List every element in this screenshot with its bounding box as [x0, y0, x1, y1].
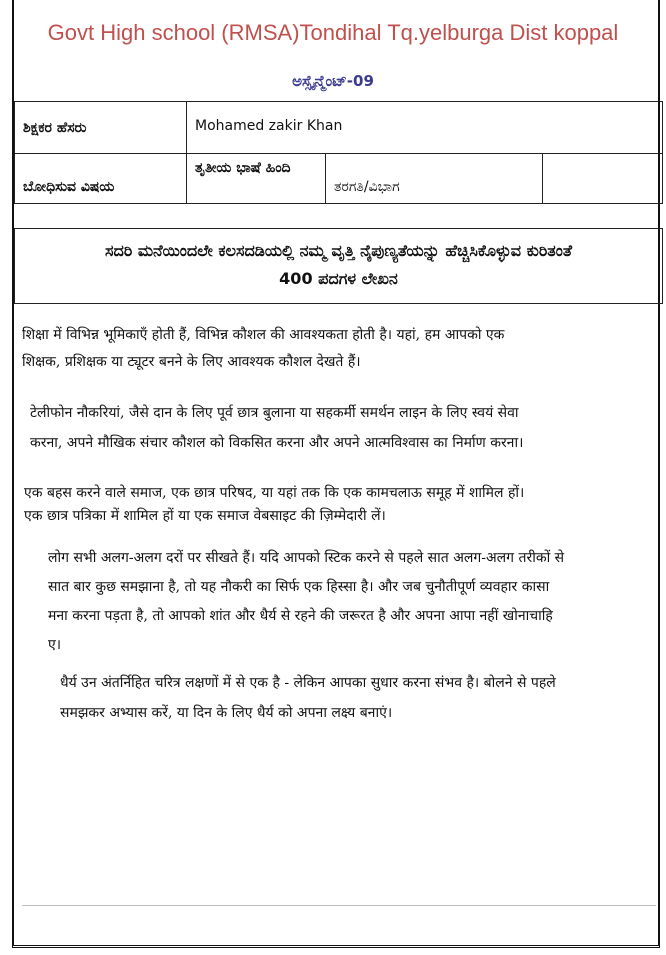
paragraph-line: टेलीफोन नौकरियां, जैसे दान के लिए पूर्व छात्र बुलाना या सहकर्मी समर्थन लाइन के लिए स्वयं सेवा	[30, 405, 519, 421]
paragraph-line: मना करना पड़ता है, तो आपको शांत और धैर्य से रहने की जरूरत है और अपना आपा नहीं खोनाचाहि	[48, 608, 553, 624]
paragraph-line: शिक्षक, प्रशिक्षक या ट्यूटर बनने के लिए आवश्यक कौशल देखते हैं।	[22, 354, 361, 370]
paragraph-line: करना, अपने मौखिक संचार कौशल को विकसित करना और अपने आत्मविश्वास का निर्माण करना।	[30, 435, 524, 451]
paragraph-line: लोग सभी अलग-अलग दरों पर सीखते हैं। यदि आपको स्टिक करने से पहले सात अलग-अलग तरीकों से	[48, 550, 565, 566]
paragraph-5	[60, 668, 664, 728]
teacher-info-table	[14, 101, 663, 204]
paragraph-line: ए।	[48, 637, 62, 653]
topic-line-2: 400 ಪದಗಳ ಲೇಖನ	[279, 269, 398, 288]
subject-value: ತೃತೀಯ ಭಾಷೆ ಹಿಂದಿ	[187, 154, 326, 204]
paragraph-line: समझकर अभ्यास करें, या दिन के लिए धैर्य को अपना लक्ष्य बनाएं।	[60, 705, 393, 721]
paragraph-line: धैर्य उन अंतर्निहित चरित्र लक्षणों में से एक है - लेकिन आपका सुधार करना संभव है। बोलने से पहले	[60, 675, 556, 691]
paragraph-2	[30, 398, 523, 458]
subject-label: ಬೋಧಿಸುವ ವಿಷಯ	[15, 154, 187, 204]
paragraph-line: एक बहस करने वाले समाज, एक छात्र परिषद, या यहां तक कि एक कामचलाऊ समूह में शामिल हों।	[24, 485, 525, 501]
essay-topic	[14, 228, 663, 304]
school-title: Govt High school (RMSA)Tondihal Tq.yelburga Dist koppal	[47, 20, 619, 45]
assignment-number: ಅಸ್ಸೈನ್ಮೆಂಟ್-09	[292, 72, 374, 90]
paragraph-line: एक छात्र पत्रिका में शामिल हों या एक समाज वेबसाइट की ज़िम्मेदारी लें।	[24, 508, 386, 524]
class-value	[543, 154, 663, 204]
topic-line-1: ಸದರಿ ಮನೆಯಿಂದಲೇ ಕಲಸದಡಿಯಲ್ಲಿ ನಮ್ಮ ವೃತ್ತಿ ನೈಪುಣ್ಯತೆಯನ್ನು ಹೆಚ್ಚಿಸಿಕೊಳ್ಳುವ ಕುರಿತಂತೆ	[104, 241, 572, 260]
paragraph-line: शिक्षा में विभिन्न भूमिकाएँ होती हैं, विभिन्न कौशल की आवश्यकता होती है। यहां, हम आपको एक	[22, 327, 505, 343]
paragraph-line: सात बार कुछ समझाना है, तो यह नौकरी का सिर्फ एक हिस्सा है। और जब चुनौतीपूर्ण व्यवहार कासा	[48, 579, 550, 595]
paragraph-3	[24, 482, 524, 528]
paragraph-1	[22, 322, 504, 376]
bottom-divider	[22, 905, 656, 906]
paragraph-4	[48, 544, 664, 660]
class-label: ತರಗತಿ/ವಿಭಾಗ	[326, 154, 543, 204]
teacher-name-value: Mohamed zakir Khan	[187, 102, 663, 154]
teacher-name-label: ಶಿಕ್ಷಕರ ಹೆಸರು	[15, 102, 187, 154]
